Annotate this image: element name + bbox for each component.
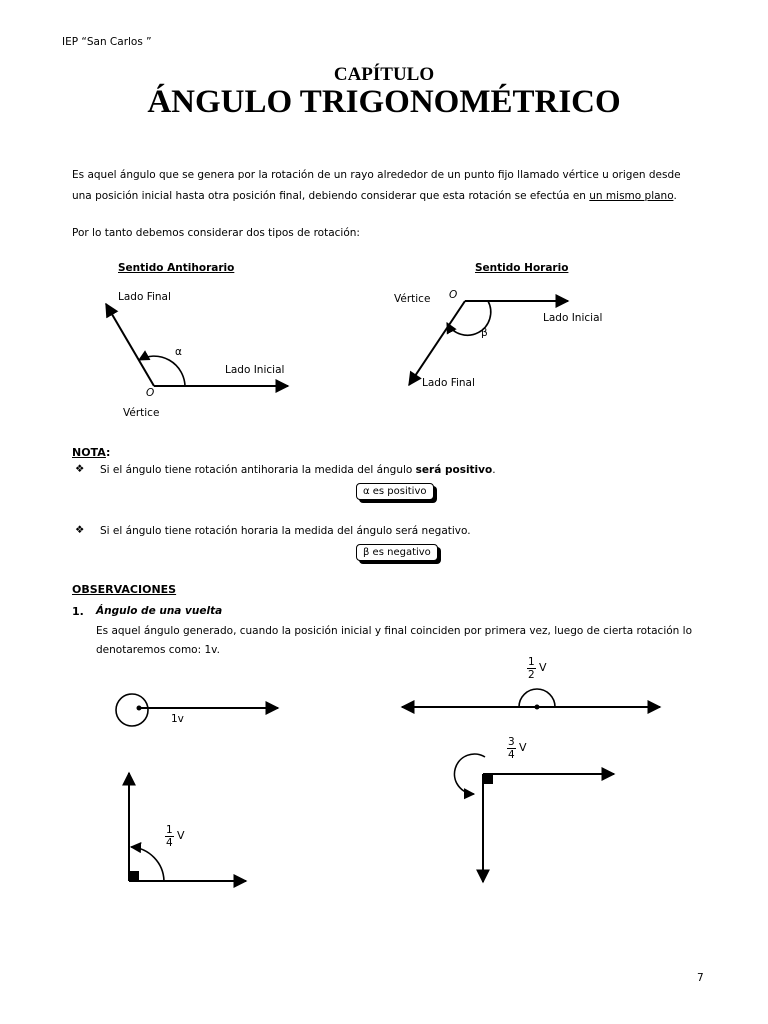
three-den: 4: [508, 749, 515, 761]
quarter-figure: [129, 773, 246, 881]
anti-heading: Sentido Antihorario: [118, 262, 235, 274]
anti-final-side: [106, 304, 154, 386]
quarter-v: V: [177, 829, 185, 842]
bullet-icon: ❖: [75, 463, 85, 475]
chapter-label: CAPÍTULO: [333, 64, 435, 85]
one-turn-vertex: [137, 706, 142, 711]
nota-item-1-text: Si el ángulo tiene rotación antihoraria la medida del ángulo: [100, 464, 416, 476]
hor-lado-final: Lado Final: [422, 377, 475, 389]
page-title: ÁNGULO TRIGONOMÉTRICO: [147, 84, 621, 120]
hor-heading: Sentido Horario: [475, 262, 569, 274]
hor-diagram: [409, 301, 568, 385]
hor-final-side: [409, 301, 465, 385]
observaciones-item-title: Ángulo de una vuelta: [96, 605, 223, 617]
hor-origin: O: [449, 289, 458, 301]
half-den: 2: [528, 669, 535, 681]
intro-line-1: Es aquel ángulo que se genera por la rotación de un rayo alrededor de un punto fijo llamado vértice u origen desde: [72, 169, 681, 181]
intro-underlined-phrase: un mismo plano: [589, 190, 674, 202]
observaciones-line-1: Es aquel ángulo generado, cuando la posición inicial y final coinciden por primera vez, luego de cierta rotación lo: [96, 625, 692, 637]
nota-item-1-bold: será positivo: [415, 464, 493, 476]
three-quarter-figure: [454, 754, 614, 882]
hor-vertex-label: Vértice: [394, 293, 431, 305]
observaciones-heading: OBSERVACIONES: [72, 583, 177, 596]
anti-lado-inicial: Lado Inicial: [225, 364, 285, 376]
anti-lado-final: Lado Final: [118, 291, 171, 303]
half-num: 1: [528, 656, 535, 668]
three-quarter-v: V: [519, 741, 527, 754]
observaciones-line-2: denotaremos como: 1v.: [96, 644, 220, 656]
nota-item-1-end: .: [492, 464, 496, 476]
three-quarter-arc: [454, 754, 485, 794]
quarter-num: 1: [166, 824, 173, 836]
intro-line-2-text: una posición inicial hasta otra posición final, debiendo considerar que esta rotación se efectúa en: [72, 190, 590, 202]
half-turn-figure: [402, 689, 660, 710]
intro-line-2-end: .: [673, 190, 677, 202]
three-num: 3: [508, 736, 515, 748]
quarter-den: 4: [166, 837, 173, 849]
one-turn-figure: [116, 694, 278, 726]
observaciones-item-number: 1.: [72, 605, 84, 618]
anti-angle-alpha: α: [175, 346, 182, 358]
half-turn-vertex: [535, 705, 540, 710]
one-turn-label: 1v: [171, 713, 184, 725]
hor-lado-inicial: Lado Inicial: [543, 312, 603, 324]
three-quarter-right-angle: [483, 774, 493, 784]
nota-item-2: Si el ángulo tiene rotación horaria la medida del ángulo será negativo.: [100, 525, 471, 537]
anti-diagram: [106, 304, 288, 386]
half-turn-arc: [519, 689, 555, 707]
nota-heading-text: NOTA: [72, 446, 106, 459]
anti-vertex-label: Vértice: [123, 407, 160, 419]
intro-line-3: Por lo tanto debemos considerar dos tipos de rotación:: [72, 227, 360, 239]
negative-note-box: β es negativo: [356, 544, 438, 561]
school-header: IEP “San Carlos ”: [62, 36, 152, 48]
quarter-right-angle: [129, 871, 139, 881]
positive-note-box: α es positivo: [356, 483, 434, 500]
page-number: 7: [697, 972, 704, 984]
one-turn-circle: [116, 694, 148, 726]
hor-angle-beta: β: [481, 327, 488, 339]
anti-origin: O: [146, 387, 155, 399]
bullet-icon: ❖: [75, 524, 85, 536]
half-turn-v: V: [539, 661, 547, 674]
nota-colon: :: [105, 446, 111, 459]
